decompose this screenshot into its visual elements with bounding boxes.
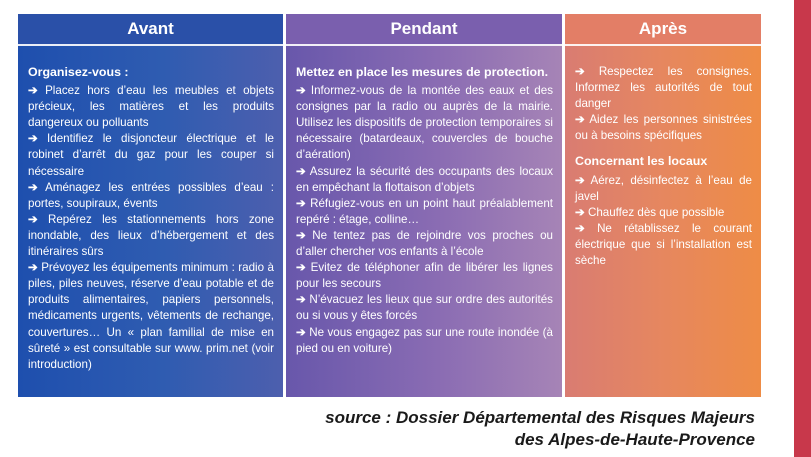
- list-item-text: Placez hors d’eau les meubles et objets précieux, les matières et les produits dangereux ou polluants: [28, 84, 274, 130]
- list-item-text: Informez-vous de la montée des eaux et des consignes par la radio ou auprès de la mairie. Utilisez les dispositifs de protection temporaires si nécessaire (batardeaux, couvercles de bouche d’aération): [296, 84, 553, 162]
- section-spacer: [575, 144, 752, 153]
- list-item: [296, 260, 553, 292]
- list-item-text: Aménagez les entrées possibles d’eau : portes, soupiraux, évents: [28, 180, 274, 210]
- column-avant: [18, 14, 283, 397]
- arrow-right-icon: ➔: [28, 261, 38, 275]
- arrow-right-icon: ➔: [575, 221, 585, 235]
- list-item: [28, 260, 274, 373]
- arrow-right-icon: ➔: [575, 173, 585, 187]
- list-item-text: Aidez les personnes sinistrées ou à besoins spécifiques: [575, 113, 752, 143]
- arrow-right-icon: ➔: [28, 84, 38, 98]
- source-citation: [325, 407, 755, 451]
- list-item: [575, 205, 752, 221]
- column-apres: [565, 14, 761, 397]
- arrow-right-icon: ➔: [575, 65, 585, 78]
- column-header-avant: Avant: [18, 14, 283, 46]
- list-item: [296, 325, 553, 357]
- section-title: Concernant les locaux: [575, 154, 708, 169]
- list-item: [575, 112, 752, 144]
- list-item-text: Respectez les consignes. Informez les autorités de tout danger: [575, 65, 752, 111]
- column-header-apres: Après: [565, 14, 761, 46]
- arrow-right-icon: ➔: [28, 212, 38, 226]
- list-item-text: Prévoyez les équipements minimum : radio à piles, piles neuves, réserve d’eau potable et de produits alimentaires, papiers personnels, médicaments urgents, vêtements de rechange, couvertures… Un « plan familial de mise en sûreté » est consultable sur www. prim.net (voir introduction): [28, 261, 274, 371]
- arrow-right-icon: ➔: [296, 84, 306, 98]
- column-body-apres: [565, 46, 761, 269]
- arrow-right-icon: ➔: [296, 293, 306, 307]
- arrow-right-icon: ➔: [296, 164, 306, 178]
- column-body-avant: [18, 46, 283, 373]
- list-item-text: Réfugiez-vous en un point haut préalablement repéré : étage, colline…: [296, 196, 553, 226]
- list-item: [575, 64, 752, 112]
- section-title: Mettez en place les mesures de protection.: [296, 65, 549, 79]
- list-item-text: Assurez la sécurité des occupants des locaux en empêchant la flottaison d’objets: [296, 164, 553, 194]
- column-header-pendant: Pendant: [286, 14, 562, 46]
- list-item-text: Evitez de téléphoner afin de libérer les lignes pour les secours: [296, 261, 553, 291]
- list-item: [296, 292, 553, 324]
- column-pendant: [286, 14, 562, 397]
- list-item: [296, 228, 553, 260]
- arrow-right-icon: ➔: [28, 132, 38, 146]
- list-item-text: Identifiez le disjoncteur électrique et le robinet d’arrêt du gaz pour les couper si nécessaire: [28, 132, 274, 178]
- arrow-right-icon: ➔: [296, 261, 306, 275]
- arrow-right-icon: ➔: [296, 325, 306, 339]
- list-item: [575, 221, 752, 269]
- section-title: Organisez-vous :: [28, 65, 129, 79]
- list-item: [296, 164, 553, 196]
- flood-safety-table: [18, 14, 761, 397]
- source-line-1: source : Dossier Départemental des Risques Majeurs: [325, 408, 755, 427]
- list-item: [575, 173, 752, 205]
- list-item: [296, 83, 553, 163]
- arrow-right-icon: ➔: [575, 205, 585, 219]
- list-item-text: N’évacuez les lieux que sur ordre des autorités ou si vous y êtes forcés: [296, 293, 553, 323]
- list-item: [28, 83, 274, 131]
- list-item: [28, 212, 274, 260]
- list-item-text: Ne rétablissez le courant électrique que si l’installation est sèche: [575, 221, 752, 268]
- arrow-right-icon: ➔: [575, 113, 585, 127]
- column-body-pendant: [286, 46, 562, 357]
- list-item: [28, 180, 274, 212]
- source-line-2: des Alpes-de-Haute-Provence: [514, 430, 755, 449]
- side-accent-bar: [794, 0, 811, 457]
- list-item-text: Aérez, désinfectez à l’eau de javel: [575, 173, 752, 203]
- list-item-text: Chauffez dès que possible: [587, 205, 725, 219]
- list-item-text: Repérez les stationnements hors zone inondable, des lieux d’hébergement et des itinéraires sûrs: [28, 212, 274, 259]
- list-item: [296, 196, 553, 228]
- list-item: [28, 131, 274, 179]
- arrow-right-icon: ➔: [296, 228, 306, 242]
- list-item-text: Ne vous engagez pas sur une route inondée (à pied ou en voiture): [296, 325, 553, 355]
- arrow-right-icon: ➔: [28, 180, 38, 194]
- arrow-right-icon: ➔: [296, 196, 306, 210]
- list-item-text: Ne tentez pas de rejoindre vos proches ou d’aller chercher vos enfants à l’école: [296, 228, 553, 259]
